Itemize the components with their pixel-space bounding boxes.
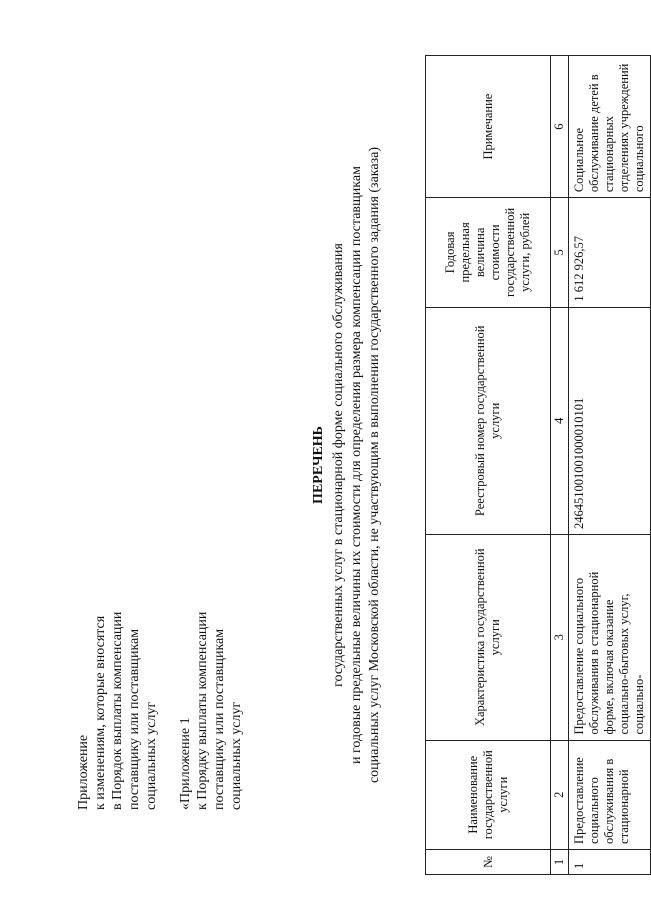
header-note: Примечание	[426, 56, 551, 198]
cell-registry-number: 246451001001000010101	[569, 307, 651, 534]
cell-annual-cost: 1 612 926,57	[569, 198, 651, 307]
table-header-row	[426, 56, 551, 875]
column-number: 4	[551, 307, 569, 534]
column-number: 3	[551, 534, 569, 740]
column-number: 6	[551, 56, 569, 198]
cell-service-name: Предоставление социального обслуживания в стационарной	[569, 740, 651, 849]
appendix-line: социальных услуг	[144, 701, 159, 810]
column-number: 5	[551, 198, 569, 307]
appendix-line: «Приложение 1	[178, 717, 193, 810]
appendix-line: социальных услуг	[229, 701, 244, 810]
header-annual-cost: Годовая предельная величина стоимости государственной услуги, рублей	[426, 198, 551, 307]
header-characteristic: Характеристика государственной услуги	[426, 534, 551, 740]
appendix-block	[75, 612, 245, 810]
document-title	[310, 55, 384, 875]
appendix-line: Приложение	[76, 734, 91, 810]
cell-number: 1	[569, 849, 651, 874]
title-line: и годовые предельные величины их стоимости для определения размера компенсации поставщикам	[349, 166, 364, 764]
header-service-name: Наименование государственной услуги	[426, 740, 551, 849]
column-number: 1	[551, 849, 569, 874]
cell-note: Социальное обслуживание детей в стационарных отделениях учреждений социального	[569, 56, 651, 198]
title-heading: ПЕРЕЧЕНЬ	[311, 426, 326, 504]
services-table	[425, 55, 651, 875]
header-number: №	[426, 849, 551, 874]
table-row	[569, 56, 651, 875]
appendix-line: поставщику или поставщикам	[127, 628, 142, 810]
column-number: 2	[551, 740, 569, 849]
cell-characteristic: Предоставление социального обслуживания в стационарной форме, включая оказание социально-бытовых услуг, социально-	[569, 534, 651, 740]
appendix-line: поставщику или поставщикам	[212, 628, 227, 810]
title-line: государственных услуг в стационарной форме социального обслуживания	[331, 243, 346, 687]
appendix-line: к изменениям, которые вносятся	[93, 615, 108, 810]
column-numbers-row	[551, 56, 569, 875]
header-registry-number: Реестровый номер государственной услуги	[426, 307, 551, 534]
appendix-line: к Порядку выплаты компенсации	[195, 611, 210, 810]
title-line: социальных услуг Московской области, не участвующим в выполнении государственного задания (заказа)	[367, 146, 382, 784]
appendix-line: в Порядок выплаты компенсации	[110, 611, 125, 810]
appendix-gap	[160, 612, 177, 810]
